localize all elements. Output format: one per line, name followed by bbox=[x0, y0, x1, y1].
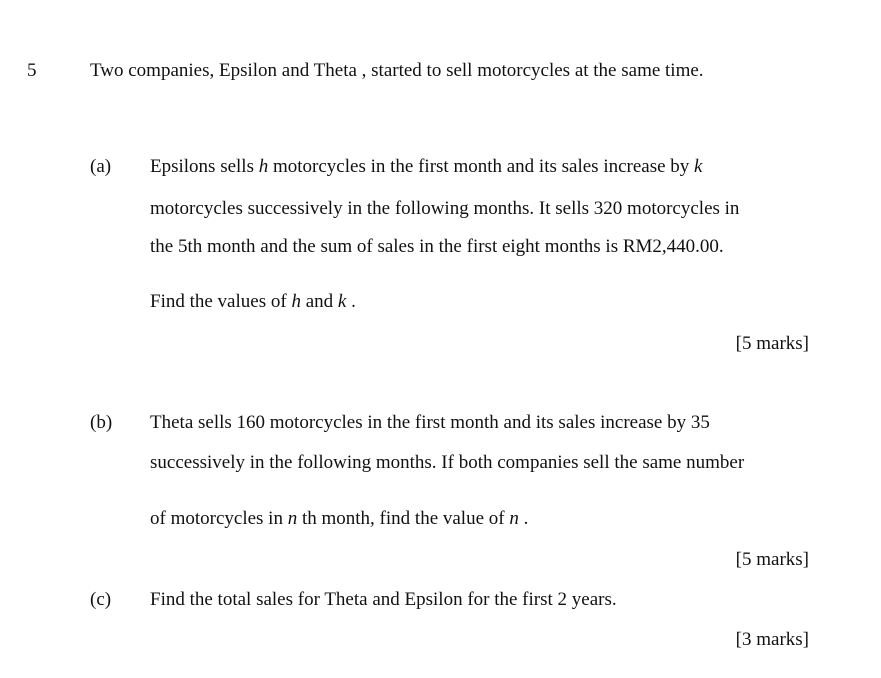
question-number: 5 bbox=[27, 60, 37, 81]
part-a-line-4 bbox=[150, 290, 356, 314]
part-b-line-1: Theta sells 160 motorcycles in the first month and its sales increase by 35 bbox=[150, 412, 710, 433]
part-a-line-2: motorcycles successively in the following months. It sells 320 motorcycles in bbox=[150, 198, 740, 219]
part-b-line-3 bbox=[150, 507, 528, 531]
part-a-marks: [5 marks] bbox=[735, 333, 809, 354]
part-c-label: (c) bbox=[90, 589, 112, 610]
question-stem: Two companies, Epsilon and Theta , started to sell motorcycles at the same time. bbox=[90, 60, 704, 81]
part-a-line-1 bbox=[150, 155, 702, 179]
variable-k: k bbox=[694, 156, 703, 177]
part-c-line-1: Find the total sales for Theta and Epsilon for the first 2 years. bbox=[150, 589, 617, 610]
part-a-line-3: the 5th month and the sum of sales in the first eight months is RM2,440.00. bbox=[150, 236, 724, 257]
part-a-line-4-mid: and bbox=[300, 291, 338, 312]
part-a-line-4-end: . bbox=[346, 291, 356, 312]
part-b-line-3-mid: th month, find the value of bbox=[297, 508, 510, 529]
part-b-line-3-text: of motorcycles in bbox=[150, 508, 288, 529]
part-b-label: (b) bbox=[90, 412, 113, 433]
part-a-line-4-text: Find the values of bbox=[150, 291, 292, 312]
part-a-label: (a) bbox=[90, 156, 112, 177]
variable-n: n bbox=[509, 508, 519, 529]
variable-h: h bbox=[291, 291, 301, 312]
part-b-marks: [5 marks] bbox=[735, 549, 809, 570]
variable-n: n bbox=[287, 508, 298, 529]
variable-k: k bbox=[337, 291, 347, 312]
part-b-line-3-end: . bbox=[518, 508, 529, 529]
variable-h: h bbox=[258, 156, 269, 177]
part-c-marks: [3 marks] bbox=[735, 629, 809, 650]
part-a-line-1-mid: motorcycles in the first month and its sales increase by bbox=[268, 156, 695, 177]
part-a-line-1-text: Epsilons sells bbox=[150, 156, 259, 177]
part-b-line-2: successively in the following months. If both companies sell the same number bbox=[150, 452, 745, 473]
